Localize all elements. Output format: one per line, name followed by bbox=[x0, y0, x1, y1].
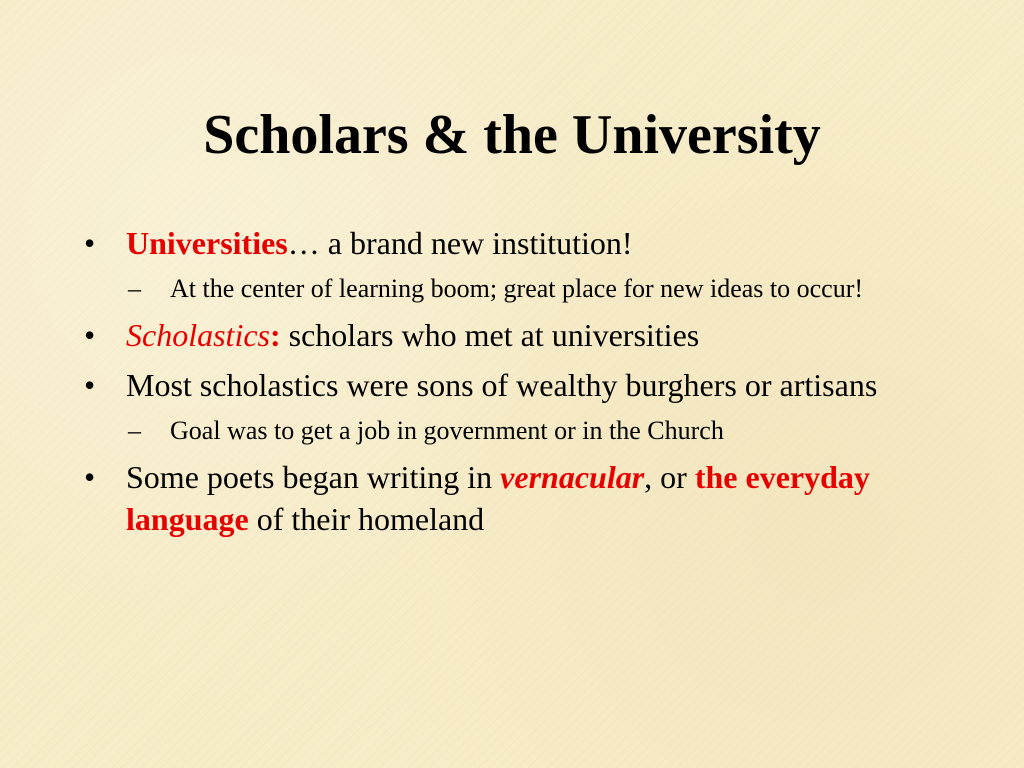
subbullet-item-learning-boom bbox=[84, 272, 954, 306]
item-text: , or bbox=[644, 459, 695, 495]
bullet-item-burghers bbox=[84, 364, 954, 406]
slide-body bbox=[84, 222, 954, 548]
bullet-item-universities bbox=[84, 222, 954, 264]
item-text: Some poets began writing in bbox=[126, 459, 501, 495]
bullet-item-scholastics bbox=[84, 314, 954, 356]
slide-title: Scholars & the University bbox=[203, 104, 821, 166]
bullet-item-vernacular bbox=[84, 456, 954, 540]
item-text: Goal was to get a job in government or in the Church bbox=[170, 416, 724, 445]
keyword-universities: Universities bbox=[126, 225, 288, 261]
item-text: Most scholastics were sons of wealthy burghers or artisans bbox=[126, 367, 878, 403]
item-text: At the center of learning boom; great place for new ideas to occur! bbox=[170, 274, 864, 303]
bullet-icon: • bbox=[84, 459, 96, 495]
bullet-icon: • bbox=[84, 367, 96, 403]
dash-icon: – bbox=[128, 274, 141, 303]
keyword-vernacular: vernacular bbox=[500, 459, 645, 495]
keyword-everyday-language: the everyday language bbox=[126, 459, 870, 537]
dash-icon: – bbox=[128, 416, 141, 445]
bullet-icon: • bbox=[84, 317, 96, 353]
subbullet-item-goal bbox=[84, 414, 954, 448]
keyword-scholastics: Scholastics bbox=[126, 317, 270, 353]
item-text: scholars who met at universities bbox=[280, 317, 700, 353]
keyword-colon: : bbox=[269, 317, 281, 353]
bullet-icon: • bbox=[84, 225, 96, 261]
item-text: … a brand new institution! bbox=[287, 225, 633, 261]
item-text: of their homeland bbox=[248, 501, 485, 537]
